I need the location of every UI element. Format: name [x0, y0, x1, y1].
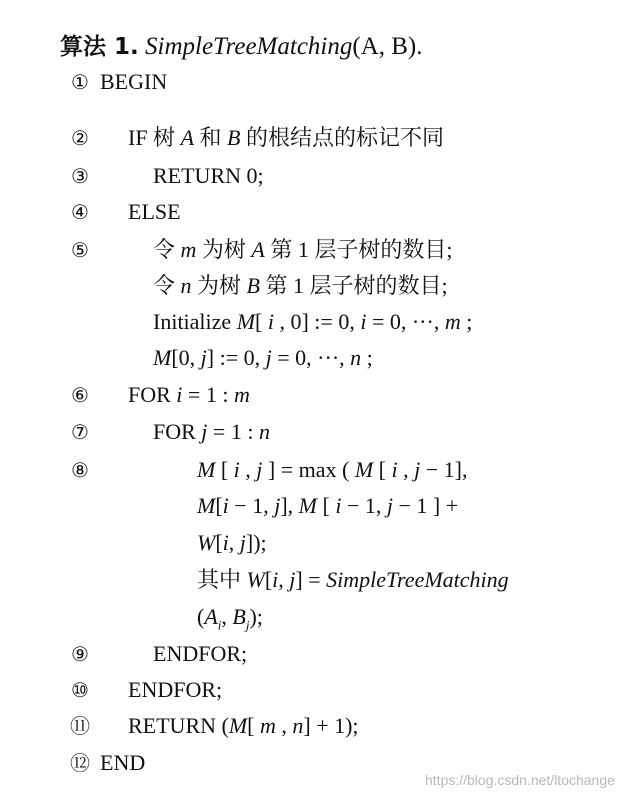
code-text: BEGIN — [100, 69, 168, 94]
code-text: ]); — [245, 530, 267, 555]
math-symbol: j — [201, 419, 208, 444]
code-text: 和 — [194, 125, 228, 150]
code-text: , 0] := 0, — [273, 309, 361, 334]
math-symbol: i — [233, 457, 240, 482]
math-symbol: n — [292, 713, 304, 738]
math-symbol: M — [153, 345, 172, 370]
code-text: ] = max ( — [262, 457, 355, 482]
code-text: , — [275, 713, 293, 738]
line-number: ⑪ — [70, 714, 90, 738]
line-text — [197, 453, 467, 487]
algorithm-name: SimpleTreeMatching — [145, 33, 353, 60]
code-text: 为树 — [196, 237, 252, 262]
code-text: ] + 1); — [303, 713, 359, 738]
code-text: ENDFOR; — [128, 677, 223, 702]
math-symbol: j — [386, 493, 393, 518]
code-text: [ — [215, 457, 234, 482]
math-symbol: j — [289, 567, 296, 592]
code-text: 其中 — [197, 567, 247, 592]
math-symbol: A — [204, 604, 218, 629]
code-text: Initialize — [153, 309, 237, 334]
code-text: = 0, ···, — [366, 309, 445, 334]
line-text — [128, 709, 359, 743]
code-text: IF 树 — [128, 125, 181, 150]
code-text: ] = — [295, 567, 327, 592]
math-symbol: i — [217, 617, 222, 633]
math-symbol: j — [256, 457, 263, 482]
line-text — [153, 269, 448, 303]
math-symbol: i — [360, 309, 367, 334]
math-symbol: M — [354, 457, 374, 482]
line-text — [153, 305, 472, 339]
code-text: [ — [255, 309, 268, 334]
math-symbol: M — [236, 309, 256, 334]
code-text: ENDFOR; — [153, 641, 248, 666]
code-text: 第 1 层子树的数目; — [264, 237, 453, 262]
code-text: [ — [215, 493, 223, 518]
code-text: − 1 ] + — [392, 493, 459, 518]
line-number: ⑫ — [70, 751, 90, 775]
line-number: ⑤ — [71, 238, 89, 262]
code-text: [ — [215, 530, 223, 555]
math-symbol: M — [197, 493, 216, 518]
math-symbol: i — [272, 567, 279, 592]
code-text: FOR — [128, 382, 177, 407]
code-text: ; — [361, 345, 373, 370]
code-text: , — [228, 530, 240, 555]
code-text: ELSE — [128, 199, 181, 224]
math-symbol: j — [265, 345, 272, 370]
line-number: ① — [71, 70, 89, 94]
line-number: ⑧ — [71, 458, 89, 482]
math-symbol: m — [444, 309, 461, 334]
code-text: = 1 : — [182, 382, 234, 407]
math-symbol: j — [274, 493, 281, 518]
math-symbol: A — [251, 237, 265, 262]
line-number: ⑥ — [71, 383, 89, 407]
math-symbol: m — [233, 382, 250, 407]
line-text — [128, 673, 222, 707]
line-number: ⑦ — [71, 420, 89, 444]
math-symbol: j — [239, 530, 246, 555]
line-text — [128, 121, 444, 155]
code-text: [ — [247, 713, 260, 738]
math-symbol: j — [414, 457, 421, 482]
math-symbol: m — [180, 237, 197, 262]
code-text: − 1, — [228, 493, 275, 518]
math-symbol: SimpleTreeMatching — [326, 567, 509, 592]
line-text — [153, 233, 453, 267]
code-text: 的根结点的标记不同 — [240, 125, 444, 150]
math-symbol: W — [197, 530, 216, 555]
line-text — [153, 341, 373, 375]
line-text — [100, 65, 167, 99]
line-text — [153, 159, 264, 193]
line-text — [153, 415, 270, 449]
code-text: , — [278, 567, 290, 592]
code-text: END — [100, 750, 146, 775]
math-symbol: M — [228, 713, 248, 738]
math-symbol: n — [258, 419, 270, 444]
math-symbol: n — [350, 345, 362, 370]
math-symbol: B — [227, 125, 241, 150]
line-number: ② — [71, 126, 89, 150]
line-number: ⑨ — [71, 642, 89, 666]
code-text: , — [239, 457, 257, 482]
math-symbol: B — [246, 273, 260, 298]
code-text: [ — [373, 457, 392, 482]
math-symbol: i — [222, 530, 229, 555]
code-text: − 1, — [341, 493, 387, 518]
math-symbol: i — [335, 493, 342, 518]
code-text: ( — [197, 604, 205, 629]
code-text: RETURN 0; — [153, 163, 264, 188]
code-text: ); — [249, 604, 263, 629]
code-text: 令 — [153, 273, 181, 298]
code-text: 第 1 层子树的数目; — [259, 273, 448, 298]
code-text: [ — [316, 493, 336, 518]
line-text — [153, 637, 247, 671]
watermark: https://blog.csdn.net/ltochange — [425, 772, 615, 788]
math-symbol: i — [222, 493, 229, 518]
line-number: ③ — [71, 164, 89, 188]
code-text: [0, — [171, 345, 201, 370]
code-text: [ — [264, 567, 273, 592]
math-symbol: i — [267, 309, 274, 334]
line-text — [197, 489, 458, 523]
line-text — [100, 746, 145, 780]
line-text — [128, 195, 181, 229]
math-symbol: m — [259, 713, 276, 738]
code-text: RETURN ( — [128, 713, 229, 738]
code-text: = 0, ···, — [271, 345, 351, 370]
math-symbol: j — [245, 617, 250, 633]
line-text — [197, 526, 267, 560]
code-text: 为树 — [191, 273, 247, 298]
algorithm-args: (A, B). — [352, 33, 423, 60]
code-text: ] := 0, — [206, 345, 266, 370]
code-text: , — [221, 604, 233, 629]
math-symbol: j — [200, 345, 207, 370]
line-text — [197, 563, 509, 597]
code-text: − 1], — [420, 457, 468, 482]
code-text: ], — [280, 493, 299, 518]
math-symbol: i — [391, 457, 398, 482]
algorithm-label: 算法 1. — [60, 34, 139, 60]
code-text: ; — [460, 309, 473, 334]
math-symbol: n — [180, 273, 192, 298]
math-symbol: B — [232, 604, 246, 629]
line-text — [128, 378, 250, 412]
code-text: FOR — [153, 419, 202, 444]
math-symbol: A — [180, 125, 195, 150]
math-symbol: M — [197, 457, 216, 482]
math-symbol: i — [176, 382, 183, 407]
line-number: ④ — [71, 200, 89, 224]
math-symbol: M — [298, 493, 317, 518]
code-text: 令 — [153, 237, 181, 262]
algorithm-title — [60, 28, 423, 61]
line-number: ⑩ — [71, 678, 89, 702]
code-text: , — [397, 457, 415, 482]
math-symbol: W — [246, 567, 265, 592]
code-text: = 1 : — [207, 419, 259, 444]
